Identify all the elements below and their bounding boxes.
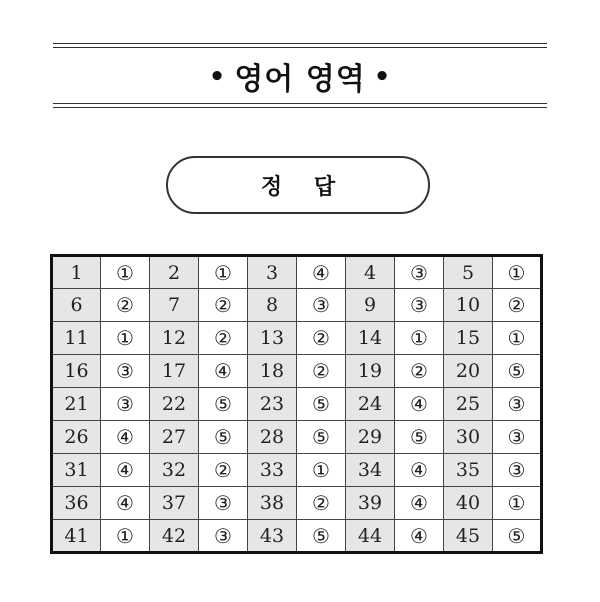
answer-choice: ④ (297, 256, 346, 289)
answer-choice: ② (297, 322, 346, 355)
question-number: 6 (52, 289, 101, 322)
question-number: 1 (52, 256, 101, 289)
answer-choice: ③ (101, 355, 150, 388)
answer-choice: ③ (493, 454, 542, 487)
answer-choice: ② (199, 454, 248, 487)
answer-choice: ⑤ (297, 421, 346, 454)
question-number: 13 (248, 322, 297, 355)
question-number: 18 (248, 355, 297, 388)
answer-choice: ④ (395, 388, 444, 421)
answer-row (52, 454, 542, 487)
answer-choice: ③ (493, 388, 542, 421)
question-number: 29 (346, 421, 395, 454)
question-number: 3 (248, 256, 297, 289)
question-number: 43 (248, 520, 297, 553)
answer-row (52, 355, 542, 388)
question-number: 10 (444, 289, 493, 322)
answer-choice: ⑤ (493, 520, 542, 553)
question-number: 23 (248, 388, 297, 421)
question-number: 14 (346, 322, 395, 355)
answer-choice: ③ (395, 289, 444, 322)
answer-choice: ⑤ (395, 421, 444, 454)
answer-choice: ② (297, 355, 346, 388)
answer-row (52, 487, 542, 520)
answer-label-box: 정 답 (166, 156, 430, 214)
question-number: 12 (150, 322, 199, 355)
question-number: 40 (444, 487, 493, 520)
answer-row (52, 322, 542, 355)
answer-choice: ② (493, 289, 542, 322)
question-number: 17 (150, 355, 199, 388)
question-number: 25 (444, 388, 493, 421)
answer-choice: ④ (101, 487, 150, 520)
question-number: 16 (52, 355, 101, 388)
answer-choice: ③ (101, 388, 150, 421)
answer-choice: ① (493, 322, 542, 355)
answer-choice: ① (297, 454, 346, 487)
question-number: 26 (52, 421, 101, 454)
question-number: 37 (150, 487, 199, 520)
section-title-text: 영어 영역 (234, 62, 366, 97)
question-number: 42 (150, 520, 199, 553)
question-number: 31 (52, 454, 101, 487)
answer-row (52, 421, 542, 454)
question-number: 20 (444, 355, 493, 388)
question-number: 35 (444, 454, 493, 487)
bullet-icon-left: • (208, 62, 227, 92)
question-number: 4 (346, 256, 395, 289)
question-number: 8 (248, 289, 297, 322)
question-number: 32 (150, 454, 199, 487)
answer-choice: ⑤ (493, 355, 542, 388)
question-number: 45 (444, 520, 493, 553)
top-rule-outer (53, 43, 547, 44)
answer-choice: ① (493, 256, 542, 289)
question-number: 30 (444, 421, 493, 454)
question-number: 41 (52, 520, 101, 553)
question-number: 44 (346, 520, 395, 553)
question-number: 9 (346, 289, 395, 322)
answer-choice: ⑤ (297, 388, 346, 421)
answer-choice: ② (101, 289, 150, 322)
question-number: 15 (444, 322, 493, 355)
answer-choice: ① (493, 487, 542, 520)
question-number: 27 (150, 421, 199, 454)
answer-choice: ③ (297, 289, 346, 322)
answer-row (52, 256, 542, 289)
section-title (53, 49, 547, 103)
question-number: 5 (444, 256, 493, 289)
bottom-rule-inner (53, 103, 547, 104)
question-number: 22 (150, 388, 199, 421)
answer-choice: ③ (493, 421, 542, 454)
question-number: 38 (248, 487, 297, 520)
answer-choice: ④ (395, 454, 444, 487)
answer-row (52, 520, 542, 553)
answer-choice: ② (395, 355, 444, 388)
answer-key-body (52, 256, 542, 553)
question-number: 7 (150, 289, 199, 322)
answer-choice: ① (199, 256, 248, 289)
answer-choice: ④ (101, 421, 150, 454)
question-number: 28 (248, 421, 297, 454)
answer-choice: ① (101, 256, 150, 289)
answer-choice: ① (101, 322, 150, 355)
answer-choice: ④ (101, 454, 150, 487)
answer-choice: ⑤ (297, 520, 346, 553)
answer-choice: ③ (199, 487, 248, 520)
answer-choice: ⑤ (199, 421, 248, 454)
answer-choice: ④ (395, 487, 444, 520)
question-number: 34 (346, 454, 395, 487)
question-number: 24 (346, 388, 395, 421)
answer-choice: ③ (395, 256, 444, 289)
question-number: 11 (52, 322, 101, 355)
bottom-rule-outer (53, 107, 547, 108)
question-number: 21 (52, 388, 101, 421)
question-number: 19 (346, 355, 395, 388)
answer-choice: ③ (199, 520, 248, 553)
answer-row (52, 289, 542, 322)
question-number: 36 (52, 487, 101, 520)
answer-choice: ② (199, 322, 248, 355)
question-number: 33 (248, 454, 297, 487)
answer-choice: ① (395, 322, 444, 355)
question-number: 39 (346, 487, 395, 520)
question-number: 2 (150, 256, 199, 289)
answer-row (52, 388, 542, 421)
bullet-icon-right: • (373, 62, 392, 92)
answer-choice: ⑤ (199, 388, 248, 421)
answer-key-table (50, 254, 543, 554)
answer-choice: ④ (199, 355, 248, 388)
answer-choice: ② (297, 487, 346, 520)
answer-choice: ④ (395, 520, 444, 553)
answer-choice: ② (199, 289, 248, 322)
top-rule-inner (53, 47, 547, 48)
answer-choice: ① (101, 520, 150, 553)
